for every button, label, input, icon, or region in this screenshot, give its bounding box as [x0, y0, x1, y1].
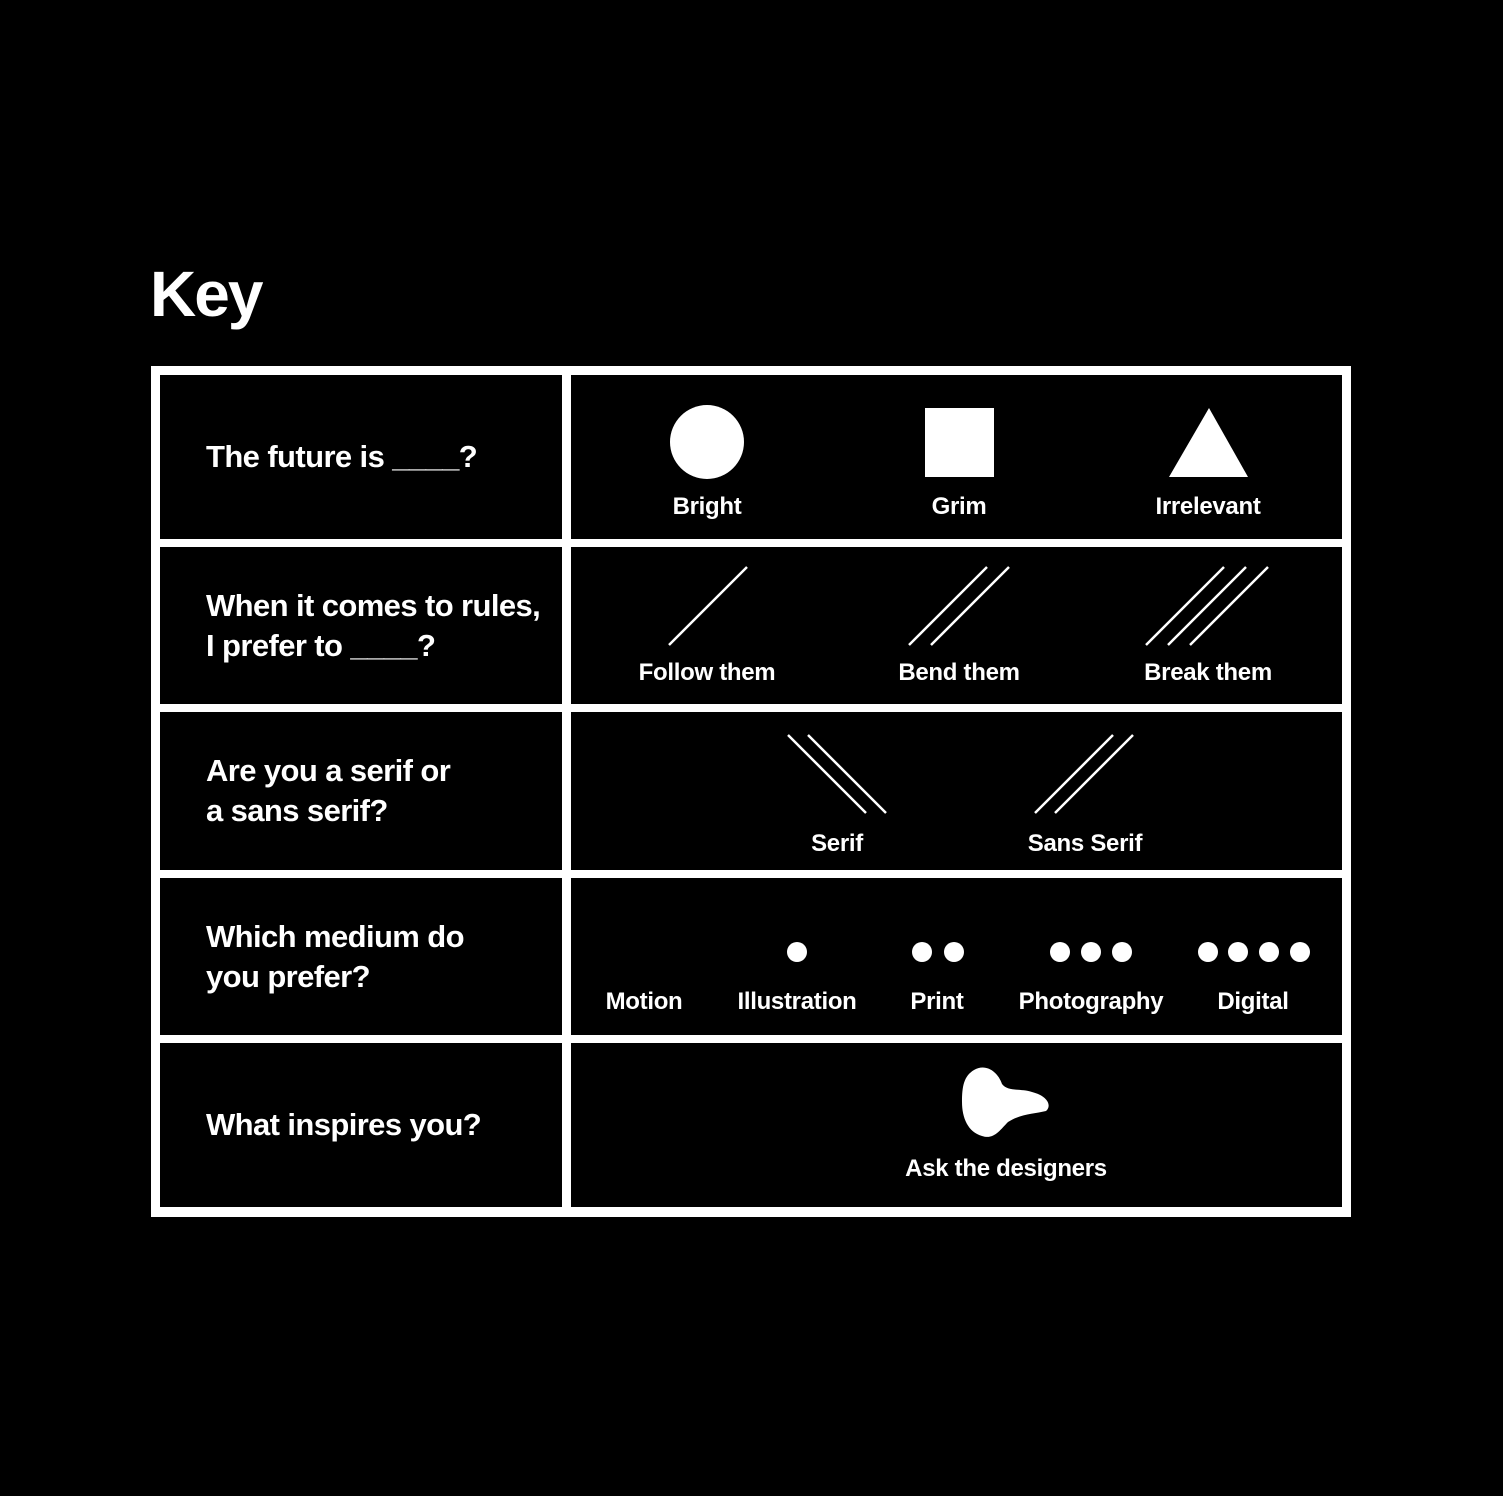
question-cell-future: [160, 375, 562, 539]
option-label-grim: Grim: [931, 493, 987, 520]
double-slash-icon: [907, 565, 1013, 647]
question-inspires: What inspires you?: [206, 1107, 482, 1142]
page-title: Key: [150, 258, 262, 330]
option-label-print: Print: [910, 988, 964, 1015]
option-label-break: Break them: [1144, 659, 1272, 686]
options-cell-future: [571, 375, 1342, 539]
question-cell-medium: [160, 878, 562, 1035]
question-serif: Are you a serif or a sans serif?: [206, 753, 451, 828]
question-future: The future is ____?: [206, 439, 478, 474]
single-slash-icon: [667, 565, 749, 647]
key-table: [151, 366, 1351, 1217]
option-label-ask-designers: Ask the designers: [905, 1155, 1107, 1182]
option-label-digital: Digital: [1217, 988, 1289, 1015]
options-cell-rules: [571, 547, 1342, 704]
circle-icon: [669, 404, 745, 480]
options-cell-serif: [571, 712, 1342, 870]
one-dot-icon: [787, 942, 807, 962]
options-cell-inspires: [571, 1043, 1342, 1207]
option-label-serif: Serif: [811, 830, 863, 857]
question-cell-rules: [160, 547, 562, 704]
blob-icon: [960, 1066, 1052, 1140]
double-backslash-icon: [786, 733, 890, 815]
option-label-follow: Follow them: [638, 659, 776, 686]
double-slash-icon: [1033, 733, 1137, 815]
question-cell-inspires: [160, 1043, 562, 1207]
options-cell-medium: [571, 878, 1342, 1035]
question-cell-serif: [160, 712, 562, 870]
option-label-irrelevant: Irrelevant: [1155, 493, 1261, 520]
triple-slash-icon: [1144, 565, 1274, 647]
triangle-icon: [1169, 408, 1249, 478]
four-dots-icon: [1198, 942, 1311, 962]
question-rules: When it comes to rules, I prefer to ____?: [206, 587, 541, 663]
option-label-sans-serif: Sans Serif: [1027, 830, 1143, 857]
question-medium: Which medium do you prefer?: [206, 918, 464, 994]
option-label-bright: Bright: [672, 493, 742, 520]
square-icon: [925, 408, 994, 477]
option-label-motion: Motion: [605, 988, 683, 1015]
option-label-photography: Photography: [1018, 988, 1164, 1015]
option-label-illustration: Illustration: [737, 988, 857, 1015]
two-dots-icon: [912, 942, 964, 962]
three-dots-icon: [1050, 942, 1133, 962]
option-label-bend: Bend them: [898, 659, 1020, 686]
